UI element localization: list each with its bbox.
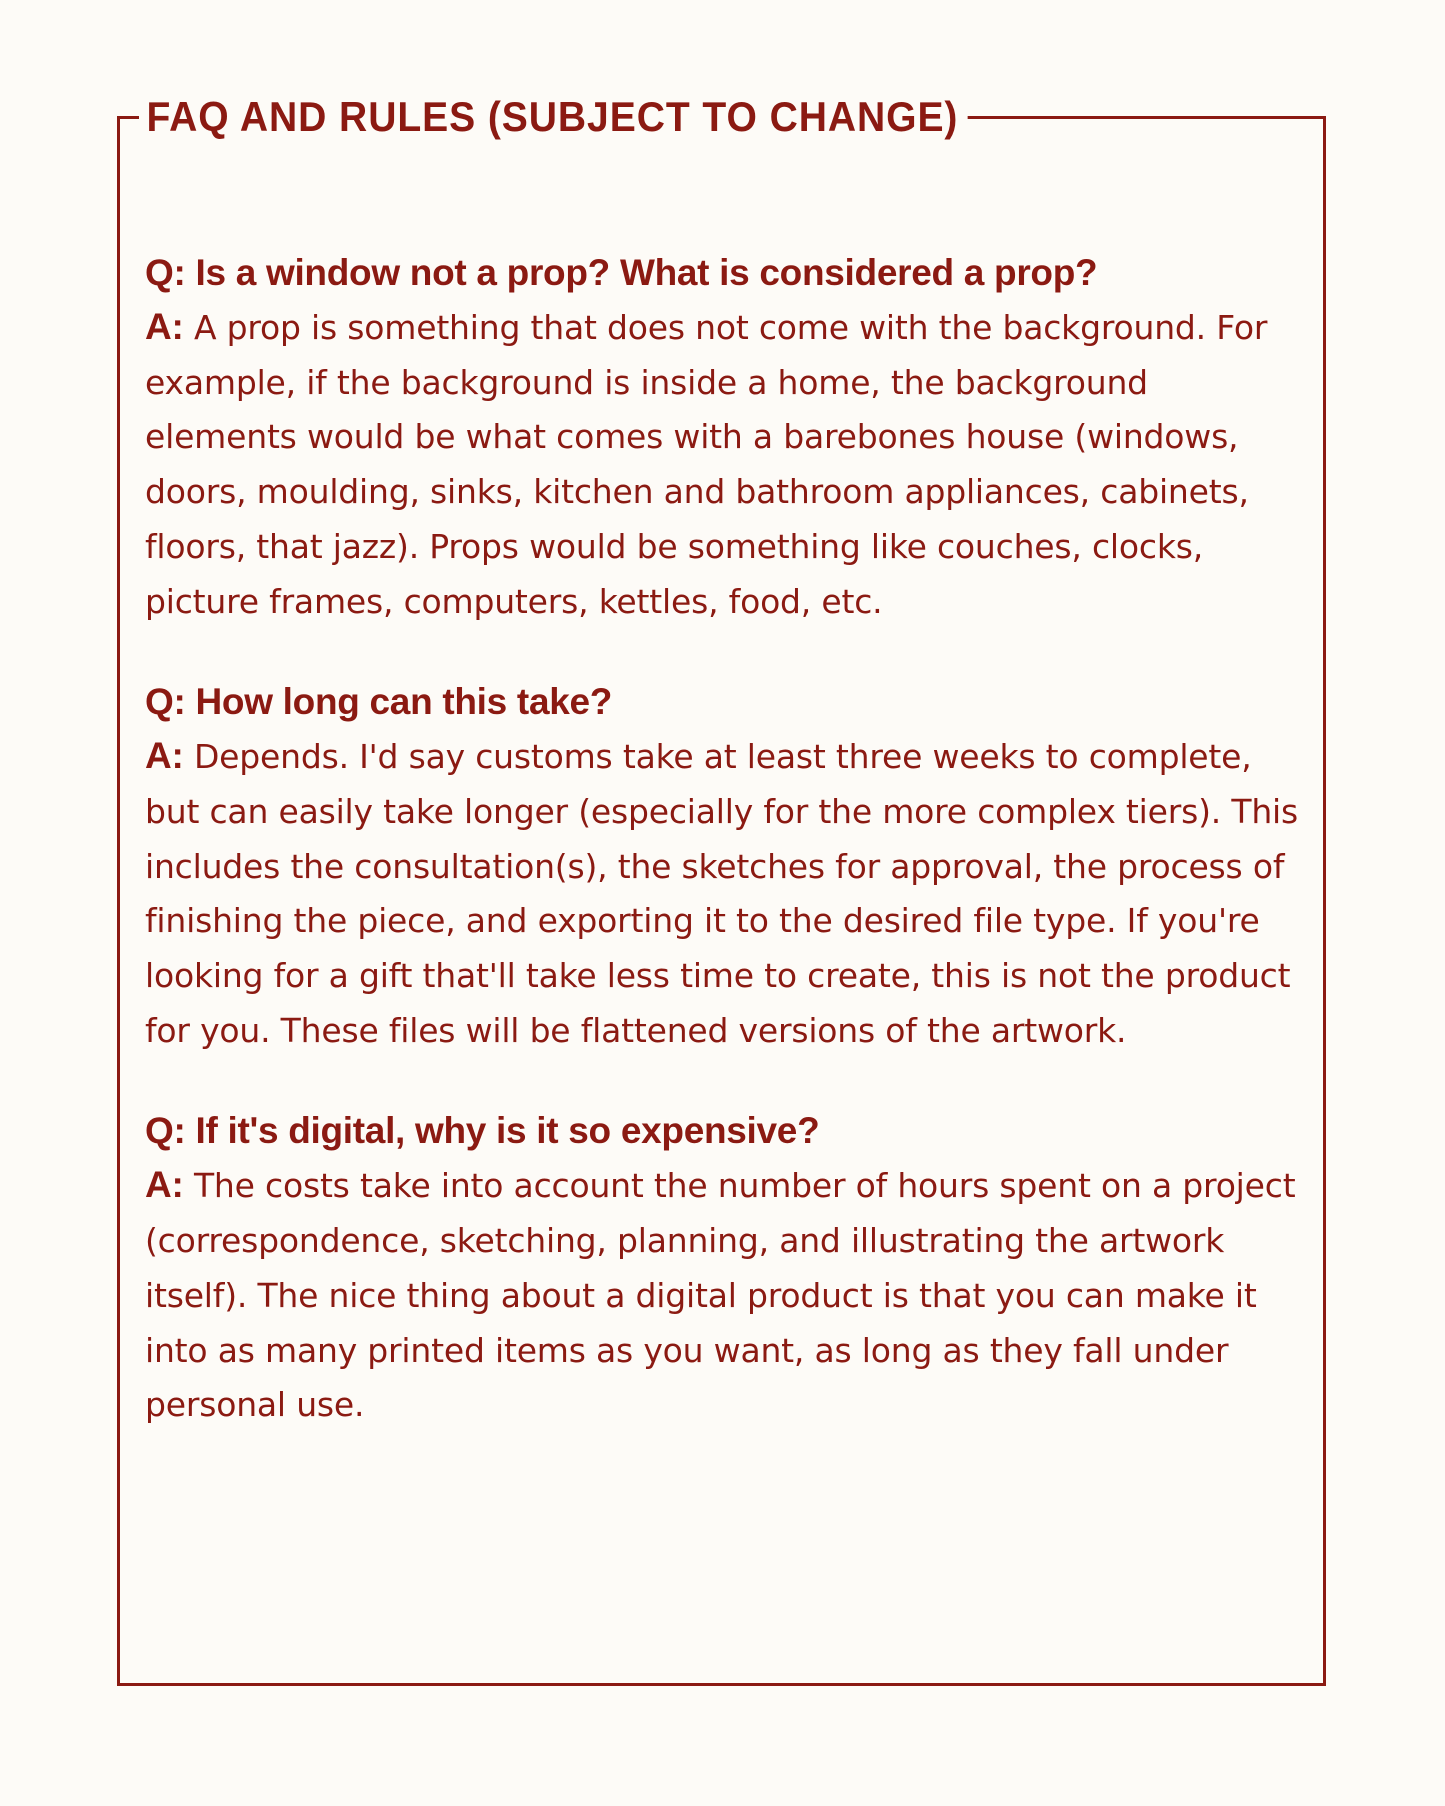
faq-item-duration xyxy=(145,675,1305,1058)
faq-answer xyxy=(145,729,1305,1058)
answer-prefix: A: xyxy=(145,735,184,777)
answer-prefix: A: xyxy=(145,306,184,347)
faq-item-prop xyxy=(145,246,1305,629)
page-title: FAQ AND RULES (SUBJECT TO CHANGE) xyxy=(139,91,968,143)
faq-answer-text: Depends. I'd say customs take at least three weeks to complete, but can easily take longer (especially for the more complex tiers). This includes the consultation(s), the sketches for approval, the process of finishing the piece, and exporting it to the desired file type. If you're looking for a gift that'll take less time to create, this is not the product for you. These files will be flattened versions of the artwork. xyxy=(145,737,1298,1050)
faq-question: Q: How long can this take? xyxy=(145,681,613,723)
faq-answer-text: The costs take into account the number of hours spent on a project (correspondence, sketching, planning, and illustrating the artwork itself). The nice thing about a digital product is that you can make it into as many printed items as you want, as long as they fall under personal use. xyxy=(145,1166,1296,1425)
answer-prefix: A: xyxy=(145,1164,184,1206)
faq-question: Q: Is a window not a prop? What is considered a prop? xyxy=(145,252,1098,293)
faq-answer xyxy=(145,1158,1305,1433)
faq-list xyxy=(145,246,1305,1479)
faq-answer xyxy=(145,300,1305,629)
faq-answer-text: A prop is something that does not come with the background. For example, if the background is inside a home, the background elements would be what comes with a barebones house (windows, doors, moulding, sinks, kitchen and bathroom appliances, cabinets, floors, that jazz). Props would be something like couches, clocks, picture frames, computers, kettles, food, etc. xyxy=(145,308,1268,621)
faq-question: Q: If it's digital, why is it so expensive? xyxy=(145,1110,820,1152)
faq-item-cost xyxy=(145,1104,1305,1433)
